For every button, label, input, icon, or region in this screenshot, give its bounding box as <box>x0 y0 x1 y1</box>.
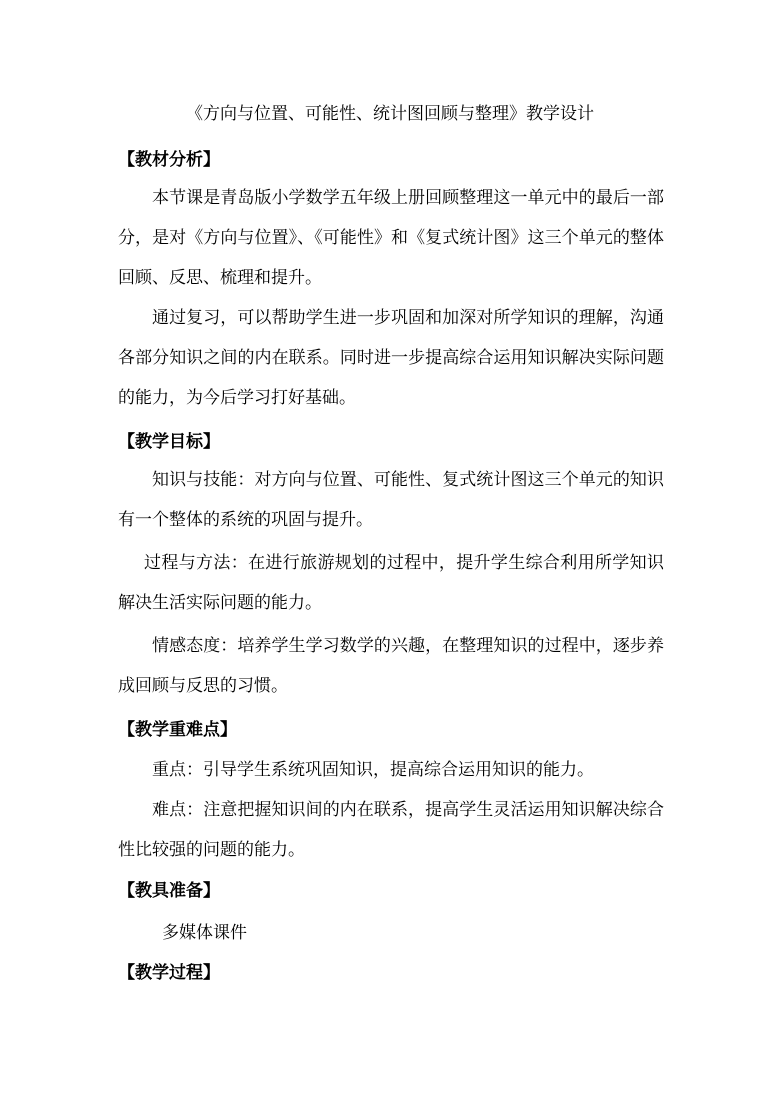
paragraph-materials: 多媒体课件 <box>162 923 247 943</box>
paragraph-goals-knowledge: 知识与技能：对方向与位置、可能性、复式统计图这三个单元的知识有一个整体的系统的巩固与提升。 <box>118 470 664 530</box>
heading-materials: 【教具准备】 <box>118 881 220 901</box>
heading-process: 【教学过程】 <box>118 963 220 983</box>
paragraph-key-point: 重点：引导学生系统巩固知识，提高综合运用知识的能力。 <box>152 760 594 780</box>
paragraph-difficult-point: 难点：注意把握知识间的内在联系，提高学生灵活运用知识解决综合性比较强的问题的能力。 <box>118 800 664 860</box>
paragraph-goals-attitude: 情感态度：培养学生学习数学的兴趣，在整理知识的过程中，逐步养成回顾与反思的习惯。 <box>118 636 664 696</box>
heading-key-points: 【教学重难点】 <box>118 720 237 740</box>
heading-goals: 【教学目标】 <box>118 432 220 452</box>
document-title: 《方向与位置、可能性、统计图回顾与整理》教学设计 <box>186 104 594 124</box>
heading-analysis: 【教材分析】 <box>118 150 220 170</box>
paragraph-analysis-2: 通过复习，可以帮助学生进一步巩固和加深对所学知识的理解，沟通各部分知识之间的内在联系。同时进一步提高综合运用知识解决实际问题的能力，为今后学习打好基础。 <box>118 308 664 408</box>
paragraph-goals-process: 过程与方法：在进行旅游规划的过程中，提升学生综合利用所学知识解决生活实际问题的能力。 <box>118 553 664 613</box>
paragraph-analysis-1: 本节课是青岛版小学数学五年级上册回顾整理这一单元中的最后一部分，是对《方向与位置》、《可能性》和《复式统计图》这三个单元的整体回顾、反思、梳理和提升。 <box>118 188 664 288</box>
